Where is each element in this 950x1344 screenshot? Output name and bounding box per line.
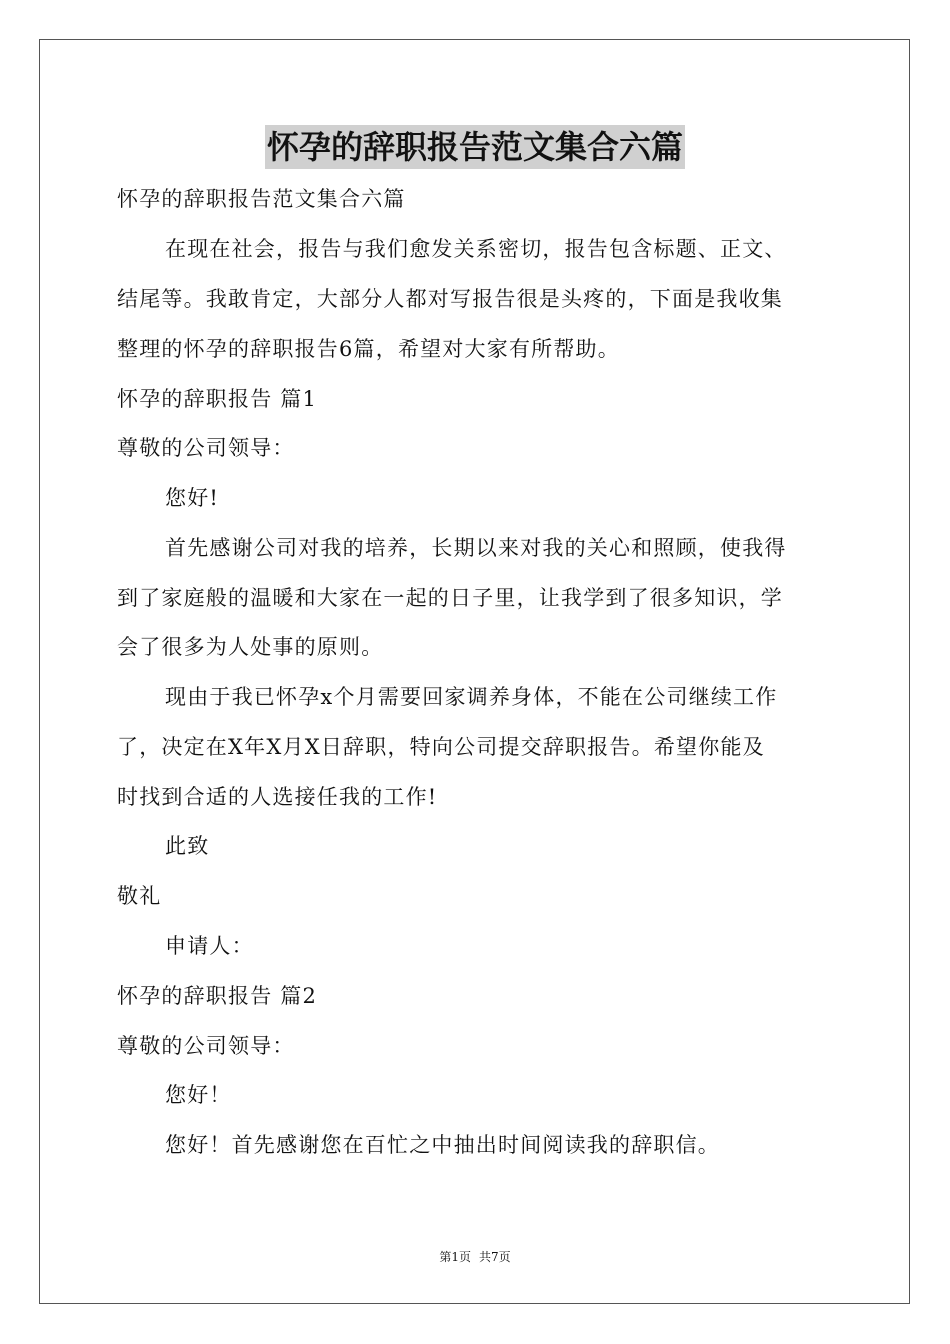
- title-container: [0, 125, 950, 169]
- document-title: 怀孕的辞职报告范文集合六篇: [265, 125, 685, 169]
- section-heading-1: 怀孕的辞职报告 篇1: [117, 387, 318, 411]
- page-number: 第1页: [439, 1250, 471, 1264]
- page-border: [39, 39, 910, 1304]
- paragraph-line: 在现在社会，报告与我们愈发关系密切，报告包含标题、正文、: [165, 237, 787, 261]
- salutation-line: 尊敬的公司领导：: [117, 436, 295, 460]
- paragraph-line: 整理的怀孕的辞职报告6篇，希望对大家有所帮助。: [117, 337, 620, 361]
- section-heading-2: 怀孕的辞职报告 篇2: [117, 984, 318, 1008]
- signature-line: 申请人：: [165, 934, 254, 958]
- paragraph-line: 了，决定在X年X月X日辞职，特向公司提交辞职报告。希望你能及: [117, 735, 765, 759]
- greeting-line: 您好！: [165, 1083, 232, 1107]
- greeting-line: 您好!: [165, 486, 220, 510]
- page-footer: [0, 1249, 950, 1265]
- paragraph-line: 到了家庭般的温暖和大家在一起的日子里，让我学到了很多知识，学: [117, 586, 783, 610]
- closing-line: 敬礼: [117, 884, 162, 908]
- page-total: 共7页: [479, 1250, 511, 1264]
- paragraph-line: 首先感谢公司对我的培养，长期以来对我的关心和照顾，使我得: [165, 536, 787, 560]
- paragraph-line: 您好！首先感谢您在百忙之中抽出时间阅读我的辞职信。: [165, 1133, 720, 1157]
- paragraph-line: 会了很多为人处事的原则。: [117, 635, 384, 659]
- subtitle-line: 怀孕的辞职报告范文集合六篇: [117, 187, 406, 211]
- salutation-line: 尊敬的公司领导：: [117, 1034, 295, 1058]
- closing-line: 此致: [165, 834, 210, 858]
- paragraph-line: 结尾等。我敢肯定，大部分人都对写报告很是头疼的，下面是我收集: [117, 287, 783, 311]
- paragraph-line: 时找到合适的人选接任我的工作!: [117, 785, 438, 809]
- paragraph-line: 现由于我已怀孕x个月需要回家调养身体，不能在公司继续工作: [165, 685, 778, 709]
